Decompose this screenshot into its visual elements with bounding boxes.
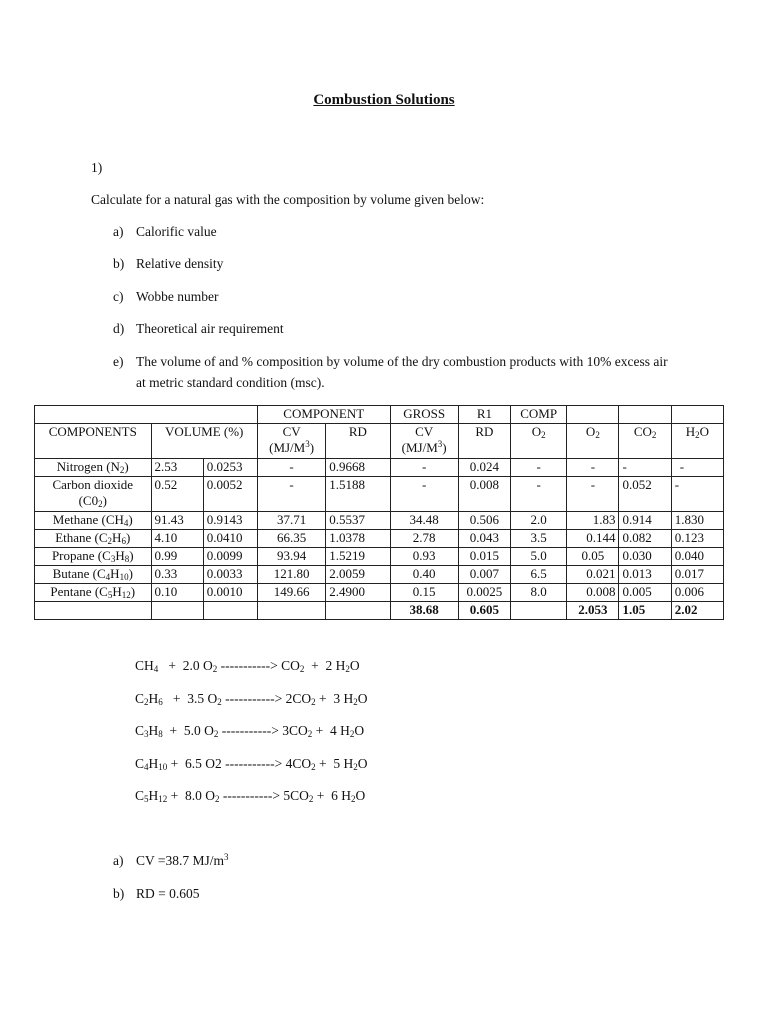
list-item-text: Wobbe number — [136, 289, 219, 304]
table-header-cell — [567, 406, 619, 424]
totals-cell — [35, 602, 152, 620]
row-h2o: - — [671, 459, 723, 477]
table-row — [35, 566, 724, 584]
row-rd: 1.5188 — [326, 477, 390, 512]
equation-methane: $CH_4 + 2.0$ $O_2$ -----------> $CO_2 + 2$ $H_2O$ — [135, 658, 360, 674]
row-h2o: 0.017 — [671, 566, 723, 584]
table-row — [35, 548, 724, 566]
table-totals-row — [35, 602, 724, 620]
list-item-a — [113, 224, 217, 240]
question-number: 1) — [91, 160, 103, 175]
row-h2o: 0.006 — [671, 584, 723, 602]
row-r1-rd: 0.015 — [458, 548, 510, 566]
answer-label: b) — [113, 886, 125, 901]
table-header-cell: COMPONENT — [257, 406, 390, 424]
totals-cell — [257, 602, 325, 620]
composition-table — [34, 405, 724, 620]
row-o2: 0.008 — [567, 584, 619, 602]
table-row — [35, 512, 724, 530]
row-cv: 37.71 — [257, 512, 325, 530]
table-header-cell: $CO_2$ — [619, 424, 671, 459]
total-co2: 1.05 — [619, 602, 671, 620]
row-component-name: Pentane $(C_5H_{12})$ — [35, 584, 152, 602]
answer-b — [113, 886, 200, 902]
list-item-text: Calorific value — [136, 224, 217, 239]
row-component-name: Nitrogen $(N_2)$ — [35, 459, 152, 477]
table-header-cell: RD — [326, 424, 390, 459]
table-header-cell: VOLUME (%) — [151, 424, 257, 459]
row-component-name: Carbon dioxide $(C0_2)$ — [35, 477, 152, 512]
table-header-cell: CV $(MJ/M^3)$ — [257, 424, 325, 459]
table-header-cell: COMP — [511, 406, 567, 424]
row-gross-cv: - — [390, 477, 458, 512]
row-o2-comp: 5.0 — [511, 548, 567, 566]
row-r1-rd: 0.024 — [458, 459, 510, 477]
row-co2: 0.914 — [619, 512, 671, 530]
row-o2-comp: - — [511, 459, 567, 477]
equation-propane: $C_3H_8 + 5.0$ $O_2$ -----------> $3CO_2 + 4$ $H_2O$ — [135, 723, 365, 739]
table-row — [35, 584, 724, 602]
row-co2: 0.052 — [619, 477, 671, 512]
table-header-cell — [35, 406, 258, 424]
list-item-c — [113, 289, 219, 305]
total-o2: 2.053 — [567, 602, 619, 620]
row-o2-comp: - — [511, 477, 567, 512]
total-gross-cv: 38.68 — [390, 602, 458, 620]
totals-cell — [203, 602, 257, 620]
row-volume-pct: 0.10 — [151, 584, 203, 602]
row-component-name: Methane $(CH_4)$ — [35, 512, 152, 530]
equation-ethane: $C_2H_6 + 3.5$ $O_2$ -----------> $2CO_2 + 3$ $H_2O$ — [135, 691, 368, 707]
row-o2-comp: 2.0 — [511, 512, 567, 530]
row-volume-frac: 0.9143 — [203, 512, 257, 530]
row-volume-pct: 91.43 — [151, 512, 203, 530]
row-volume-frac: 0.0010 — [203, 584, 257, 602]
row-rd: 1.0378 — [326, 530, 390, 548]
row-r1-rd: 0.043 — [458, 530, 510, 548]
table-header-row — [35, 406, 724, 424]
table-row — [35, 530, 724, 548]
list-item-d — [113, 321, 284, 337]
row-o2: 1.83 — [567, 512, 619, 530]
list-item-text: The volume of and % composition by volume of the dry combustion products with 10% excess air at metric standard condition (msc). — [136, 354, 668, 390]
equation-pentane: $C_5H_{12} + 8.0$ $O_2$ -----------> $5CO_2 + 6$ $H_2O$ — [135, 788, 366, 804]
table-header-row — [35, 424, 724, 459]
table-header-cell: R1 — [458, 406, 510, 424]
row-co2: - — [619, 459, 671, 477]
table-header-cell: COMPONENTS — [35, 424, 152, 459]
total-r1-rd: 0.605 — [458, 602, 510, 620]
list-item-text: Theoretical air requirement — [136, 321, 284, 336]
table-row — [35, 459, 724, 477]
totals-cell — [151, 602, 203, 620]
row-volume-frac: 0.0033 — [203, 566, 257, 584]
row-gross-cv: 2.78 — [390, 530, 458, 548]
list-item-label: c) — [113, 289, 124, 304]
row-h2o: 1.830 — [671, 512, 723, 530]
row-cv: 66.35 — [257, 530, 325, 548]
answer-text: RD = 0.605 — [136, 886, 200, 901]
row-rd: 2.0059 — [326, 566, 390, 584]
row-o2: 0.144 — [567, 530, 619, 548]
row-volume-frac: 0.0410 — [203, 530, 257, 548]
row-gross-cv: 0.15 — [390, 584, 458, 602]
row-cv: - — [257, 477, 325, 512]
row-r1-rd: 0.008 — [458, 477, 510, 512]
row-component-name: Butane $(C_4H_{10})$ — [35, 566, 152, 584]
row-volume-frac: 0.0099 — [203, 548, 257, 566]
list-item-label: d) — [113, 321, 125, 336]
table-header-cell: $O_2$ — [567, 424, 619, 459]
row-cv: - — [257, 459, 325, 477]
totals-cell — [326, 602, 390, 620]
row-o2-comp: 6.5 — [511, 566, 567, 584]
row-co2: 0.030 — [619, 548, 671, 566]
row-rd: 2.4900 — [326, 584, 390, 602]
table-header-cell: $O_2$ — [511, 424, 567, 459]
question-intro: Calculate for a natural gas with the composition by volume given below: — [91, 192, 485, 207]
row-h2o: 0.123 — [671, 530, 723, 548]
row-cv: 121.80 — [257, 566, 325, 584]
row-rd: 1.5219 — [326, 548, 390, 566]
list-item-label: a) — [113, 224, 124, 239]
row-cv: 93.94 — [257, 548, 325, 566]
row-o2: 0.021 — [567, 566, 619, 584]
total-h2o: 2.02 — [671, 602, 723, 620]
row-co2: 0.013 — [619, 566, 671, 584]
row-r1-rd: 0.0025 — [458, 584, 510, 602]
answer-label: a) — [113, 853, 124, 868]
row-r1-rd: 0.506 — [458, 512, 510, 530]
row-co2: 0.082 — [619, 530, 671, 548]
row-cv: 149.66 — [257, 584, 325, 602]
list-item-b — [113, 256, 223, 272]
row-o2: 0.05 — [567, 548, 619, 566]
answer-text: CV =38.7 MJ/m — [136, 853, 225, 868]
answer-a — [113, 853, 229, 869]
page-title: Combustion Solutions — [313, 92, 455, 108]
row-gross-cv: 0.93 — [390, 548, 458, 566]
table-header-cell — [619, 406, 671, 424]
answer-superscript: 3 — [224, 852, 229, 862]
list-item-text: Relative density — [136, 256, 224, 271]
row-volume-pct: 0.99 — [151, 548, 203, 566]
list-item-label: b) — [113, 256, 125, 271]
row-volume-frac: 0.0253 — [203, 459, 257, 477]
row-o2-comp: 3.5 — [511, 530, 567, 548]
table-header-cell: CV $(MJ/M^3)$ — [390, 424, 458, 459]
row-gross-cv: 0.40 — [390, 566, 458, 584]
table-header-cell: $H_2O$ — [671, 424, 723, 459]
row-h2o: - — [671, 477, 723, 512]
row-component-name: Propane $(C_3H_8)$ — [35, 548, 152, 566]
equation-butane: $C_4H_{10} + 6.5$ O2 -----------> $4CO_2 + 5$ $H_2O$ — [135, 756, 368, 772]
row-volume-frac: 0.0052 — [203, 477, 257, 512]
row-gross-cv: - — [390, 459, 458, 477]
row-volume-pct: 0.33 — [151, 566, 203, 584]
table-header-cell — [671, 406, 723, 424]
row-h2o: 0.040 — [671, 548, 723, 566]
row-volume-pct: 0.52 — [151, 477, 203, 512]
table-row — [35, 477, 724, 512]
row-co2: 0.005 — [619, 584, 671, 602]
row-volume-pct: 2.53 — [151, 459, 203, 477]
row-r1-rd: 0.007 — [458, 566, 510, 584]
row-o2-comp: 8.0 — [511, 584, 567, 602]
totals-cell — [511, 602, 567, 620]
row-rd: 0.9668 — [326, 459, 390, 477]
row-component-name: Ethane $(C_2H_6)$ — [35, 530, 152, 548]
row-o2: - — [567, 459, 619, 477]
list-item-label: e) — [113, 354, 124, 369]
row-volume-pct: 4.10 — [151, 530, 203, 548]
list-item-e — [113, 351, 676, 393]
row-o2: - — [567, 477, 619, 512]
row-rd: 0.5537 — [326, 512, 390, 530]
table-header-cell: GROSS — [390, 406, 458, 424]
table-header-cell: RD — [458, 424, 510, 459]
row-gross-cv: 34.48 — [390, 512, 458, 530]
